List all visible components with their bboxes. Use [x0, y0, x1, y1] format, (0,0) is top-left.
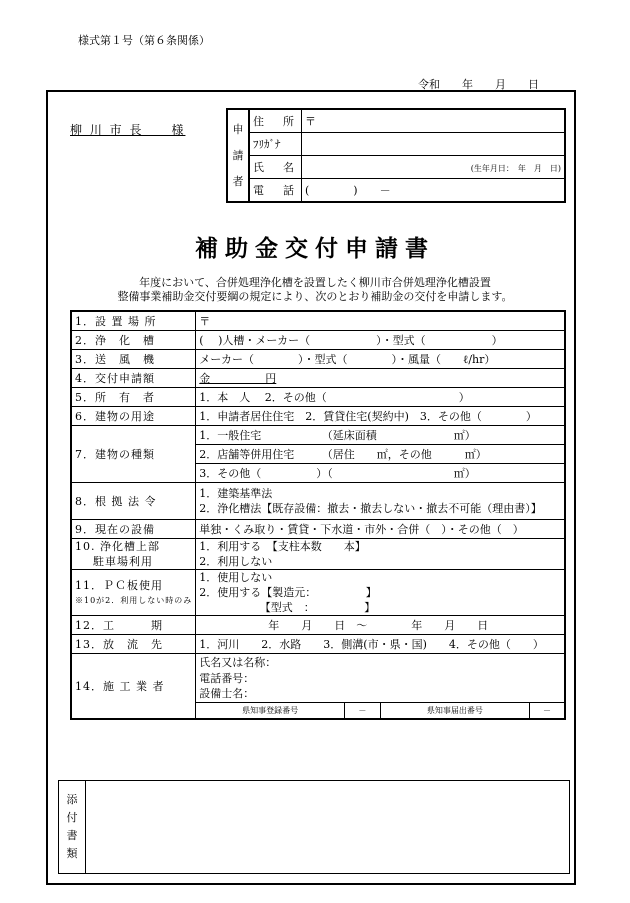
applicant-row-address — [227, 109, 565, 133]
row-legal-basis — [71, 483, 565, 520]
attachments-label: 添 付 書 類 — [59, 781, 86, 873]
contractor-label: 14．施 工 業 者 — [71, 654, 196, 720]
name-field[interactable] — [302, 156, 566, 179]
row-owner — [71, 388, 565, 407]
intro-line-1: 年度において、合併処理浄化槽を設置したく柳川市合併処理浄化槽設置 — [139, 276, 491, 289]
application-items-table — [70, 310, 566, 720]
form-code: 様式第１号（第６条関係） — [78, 34, 210, 47]
row-current-facility — [71, 520, 565, 539]
intro-text — [60, 276, 570, 304]
applicant-side-label: 申 請 者 — [227, 109, 249, 202]
contractor-engineer: 設備士名： — [199, 687, 255, 700]
discharge-field[interactable]: 1．河川 2．水路 3．側溝(市・県・国) 4．その他（ ） — [196, 635, 565, 654]
legal-basis-field[interactable]: 1．建築基準法 2．浄化槽法【既存設備：撤去・撤去しない・撤去不可能（理由書）】 — [196, 483, 565, 520]
building-type-label: 7．建物の種類 — [71, 426, 196, 483]
blower-label: 3．送 風 機 — [71, 350, 196, 369]
row-pc-board — [71, 570, 565, 616]
discharge-label: 13．放 流 先 — [71, 635, 196, 654]
address-label: 住 所 — [249, 109, 302, 133]
row-building-type — [71, 426, 565, 445]
parking-use-label: 10. 浄化槽上部 駐車場利用 — [71, 539, 196, 570]
applicant-row-phone — [227, 179, 565, 203]
date-line: 令和 年 月 日 — [418, 78, 539, 91]
contractor-field[interactable] — [196, 654, 565, 720]
row-construction-period — [71, 616, 565, 635]
amount-label: 4．交付申請額 — [71, 369, 196, 388]
owner-label: 5．所 有 者 — [71, 388, 196, 407]
row-septic-tank — [71, 331, 565, 350]
parking-use-field[interactable]: 1．利用する 【支柱本数 本】 2．利用しない — [196, 539, 565, 570]
row-parking-use — [71, 539, 565, 570]
building-type-option-2[interactable]: 2．店舗等併用住宅 （居住 ㎡，その他 ㎡） — [196, 445, 565, 464]
install-location-field[interactable]: 〒 — [196, 311, 565, 331]
row-discharge — [71, 635, 565, 654]
construction-period-field[interactable]: 年 月 日 ～ 年 月 日 — [196, 616, 565, 635]
row-amount — [71, 369, 565, 388]
intro-line-2: 整備事業補助金交付要綱の規定により、次のとおり補助金の交付を申請します。 — [117, 290, 513, 303]
applicant-row-furigana — [227, 133, 565, 156]
phone-label: 電 話 — [249, 179, 302, 203]
prefectural-registration-number[interactable]: － — [345, 703, 381, 719]
pc-board-field[interactable]: 1．使用しない 2．使用する【製造元： 】 【型式 ： 】 — [196, 570, 565, 616]
prefectural-notification-number[interactable]: － — [530, 703, 564, 719]
row-contractor — [71, 654, 565, 720]
blower-field[interactable]: メーカー（ ）・型式（ ）・風量（ ℓ/hr） — [196, 350, 565, 369]
owner-field[interactable]: 1．本 人 2．その他（ ） — [196, 388, 565, 407]
current-facility-field[interactable]: 単独・くみ取り・賃貸・下水道・市外・合併（ ）・その他（ ） — [196, 520, 565, 539]
legal-basis-label: 8．根 拠 法 令 — [71, 483, 196, 520]
building-use-label: 6．建物の用途 — [71, 407, 196, 426]
prefectural-notification-label: 県知事届出番号 — [380, 703, 529, 719]
attachments-box[interactable] — [58, 780, 570, 874]
row-building-use — [71, 407, 565, 426]
row-install-location — [71, 311, 565, 331]
document-title: 補助金交付申請書 — [195, 235, 435, 262]
birthdate-note: (生年月日： 年 月 日) — [470, 163, 561, 173]
address-field[interactable]: 〒 — [302, 109, 566, 133]
construction-period-label: 12．工 期 — [71, 616, 196, 635]
amount-field[interactable]: 金 円 — [196, 369, 565, 388]
current-facility-label: 9．現在の設備 — [71, 520, 196, 539]
building-use-field[interactable]: 1．申請者居住住宅 2．賃貸住宅(契約中) 3．その他（ ） — [196, 407, 565, 426]
contractor-phone: 電話番号： — [199, 672, 255, 685]
applicant-row-name — [227, 156, 565, 179]
row-blower — [71, 350, 565, 369]
addressee: 柳 川 市 長 様 — [70, 123, 186, 137]
septic-tank-field[interactable]: ( )人槽・メーカー（ ）・型式（ ） — [196, 331, 565, 350]
phone-field[interactable]: ( ) － — [302, 179, 566, 203]
building-type-option-3[interactable]: 3．その他（ ）（ ㎡） — [196, 464, 565, 483]
septic-tank-label: 2．浄 化 槽 — [71, 331, 196, 350]
registration-table — [196, 702, 564, 718]
furigana-field[interactable] — [302, 133, 566, 156]
applicant-table — [226, 108, 566, 203]
name-label: 氏 名 — [249, 156, 302, 179]
install-location-label: 1．設 置 場 所 — [71, 311, 196, 331]
contractor-name: 氏名又は名称： — [199, 656, 277, 669]
building-type-option-1[interactable]: 1．一般住宅 （延床面積 ㎡） — [196, 426, 565, 445]
pc-board-label: 11．ＰＣ板使用 ※10が2．利用しない時のみ — [71, 570, 196, 616]
furigana-label: ﾌﾘｶﾞﾅ — [249, 133, 302, 156]
prefectural-registration-label: 県知事登録番号 — [196, 703, 344, 719]
